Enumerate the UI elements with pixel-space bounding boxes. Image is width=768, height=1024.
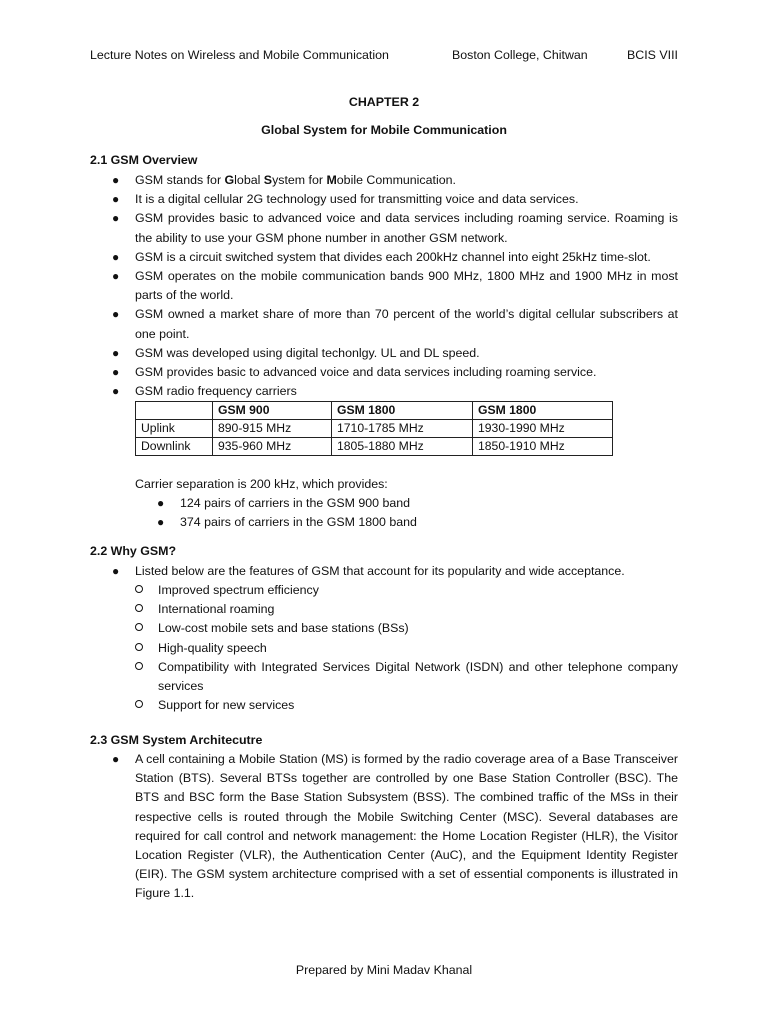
bullet-text: Support for new services	[158, 698, 295, 713]
features-list	[113, 581, 678, 715]
bullet-text: GSM provides basic to advanced voice and data services including roaming service.	[135, 365, 597, 380]
emphasis-letter: S	[263, 173, 273, 187]
bullet-text: International roaming	[158, 602, 275, 617]
circle-bullet-icon	[135, 581, 143, 600]
list-item	[113, 639, 678, 658]
bullet-text: GSM operates on the mobile communication bands 900 MHz, 1800 MHz and 1900 MHz in most parts of the world.	[135, 269, 678, 303]
table-header-cell	[136, 402, 213, 420]
bullet-text: GSM was developed using digital techonlgy. UL and DL speed.	[135, 345, 480, 360]
list-item	[113, 696, 678, 715]
list-item	[90, 305, 678, 343]
circle-bullet-icon	[135, 600, 143, 619]
table-cell: 1805-1880 MHz	[332, 438, 473, 456]
section-2-1-heading: 2.1 GSM Overview	[90, 153, 198, 167]
bullet-dot-icon: ●	[112, 192, 120, 207]
bullet-dot-icon: ●	[112, 752, 120, 766]
circle-bullet-icon	[135, 619, 143, 638]
bullet-text: Listed below are the features of GSM that account for its popularity and wide acceptance.	[135, 564, 625, 578]
architecture-list	[90, 750, 678, 904]
gsm-overview-list	[90, 171, 678, 401]
circle-bullet-icon	[135, 658, 143, 677]
circle-bullet-icon	[135, 696, 143, 715]
list-item	[90, 750, 678, 904]
header-course: BCIS VIII	[627, 48, 678, 62]
list-item	[90, 382, 678, 401]
table-cell: Uplink	[136, 420, 213, 438]
table-cell: 935-960 MHz	[213, 438, 332, 456]
bullet-text: 124 pairs of carriers in the GSM 900 band	[180, 496, 411, 510]
bullet-dot-icon: ●	[157, 496, 165, 510]
bullet-dot-icon: ●	[112, 384, 120, 399]
table-cell: 1850-1910 MHz	[473, 438, 613, 456]
bullet-text: 374 pairs of carriers in the GSM 1800 band	[180, 515, 417, 530]
table-row	[136, 438, 613, 456]
list-item	[113, 658, 678, 696]
list-item	[113, 619, 678, 638]
list-item	[90, 562, 678, 581]
table-header-cell: GSM 900	[213, 402, 332, 420]
list-item	[90, 209, 678, 247]
list-item	[90, 363, 678, 382]
bullet-text: High-quality speech	[158, 640, 267, 655]
table-cell: 1710-1785 MHz	[332, 420, 473, 438]
list-item	[90, 344, 678, 363]
table-row	[136, 420, 613, 438]
list-item	[113, 581, 678, 600]
bullet-text: Improved spectrum efficiency	[158, 583, 319, 597]
architecture-paragraph: A cell containing a Mobile Station (MS) is formed by the radio coverage area of a Base Transceiver Station (BTS). Several BTSs together are controlled by one Base Station Controller (BSC). The BTS and BSC form the Base Station Subsystem (BSS). The combined traffic of the MSs in their respective cells is routed through the Mobile Switching Center (MSC). Several databases are required for call control and network management: the Home Location Register (HLR), the Visitor Location Register (VLR), the Authentication Center (AuC), and the Equipment Identity Register (EIR). The GSM system architecture comprised with a set of essential components is illustrated in Figure 1.1.	[135, 752, 678, 901]
section-2-3-heading: 2.3 GSM System Architecutre	[90, 733, 263, 747]
table-cell: 890-915 MHz	[213, 420, 332, 438]
bullet-text: Low-cost mobile sets and base stations (BSs)	[158, 621, 409, 636]
header-title: Lecture Notes on Wireless and Mobile Communication	[90, 48, 389, 62]
bullet-dot-icon: ●	[112, 564, 120, 578]
list-item	[113, 600, 678, 619]
list-item	[90, 190, 678, 209]
table-header-cell: GSM 1800	[332, 402, 473, 420]
bullet-text: obile Communication.	[336, 173, 456, 187]
list-item	[90, 171, 678, 190]
bullet-text: Compatibility with Integrated Services Digital Network (ISDN) and other telephone company services	[158, 659, 678, 694]
bullet-dot-icon: ●	[112, 365, 120, 380]
bullet-text: lobal	[234, 173, 264, 187]
bullet-text: It is a digital cellular 2G technology used for transmitting voice and data services.	[135, 192, 579, 207]
bullet-text: GSM radio frequency carriers	[135, 384, 297, 399]
circle-bullet-icon	[135, 639, 143, 658]
emphasis-letter: M	[326, 173, 337, 187]
bullet-text: GSM provides basic to advanced voice and data services including roaming service. Roaming is the ability to use your GSM phone number in another GSM network.	[135, 211, 678, 245]
chapter-label: CHAPTER 2	[348, 95, 420, 109]
bullet-text: ystem for	[272, 173, 327, 187]
table-header-row	[136, 402, 613, 420]
bullet-dot-icon: ●	[112, 269, 120, 284]
list-item	[90, 248, 678, 267]
carrier-separation-text: Carrier separation is 200 kHz, which provides:	[135, 477, 388, 491]
section-2-2-heading: 2.2 Why GSM?	[90, 544, 177, 558]
carrier-list	[135, 494, 675, 532]
footer-author: Prepared by Mini Madav Khanal	[295, 963, 473, 977]
table-cell: 1930-1990 MHz	[473, 420, 613, 438]
table-header-cell: GSM 1800	[473, 402, 613, 420]
bullet-dot-icon: ●	[112, 249, 120, 264]
list-item	[90, 267, 678, 305]
bullet-dot-icon: ●	[112, 345, 120, 360]
list-item	[135, 494, 675, 513]
list-item	[135, 513, 675, 532]
bullet-dot-icon: ●	[157, 515, 165, 530]
bullet-text: GSM is a circuit switched system that divides each 200kHz channel into eight 25kHz time-slot.	[135, 249, 651, 264]
emphasis-letter: G	[224, 173, 235, 187]
header-college: Boston College, Chitwan	[452, 48, 588, 62]
bullet-text: GSM stands for	[135, 173, 225, 187]
bullet-text: GSM owned a market share of more than 70 percent of the world’s digital cellular subscribers at one point.	[135, 307, 678, 341]
why-gsm-list	[90, 562, 678, 581]
frequency-carrier-table	[135, 401, 613, 456]
table-cell: Downlink	[136, 438, 213, 456]
bullet-dot-icon: ●	[112, 211, 120, 226]
chapter-title: Global System for Mobile Communication	[261, 123, 507, 137]
bullet-dot-icon: ●	[112, 307, 120, 322]
bullet-dot-icon: ●	[112, 173, 120, 187]
